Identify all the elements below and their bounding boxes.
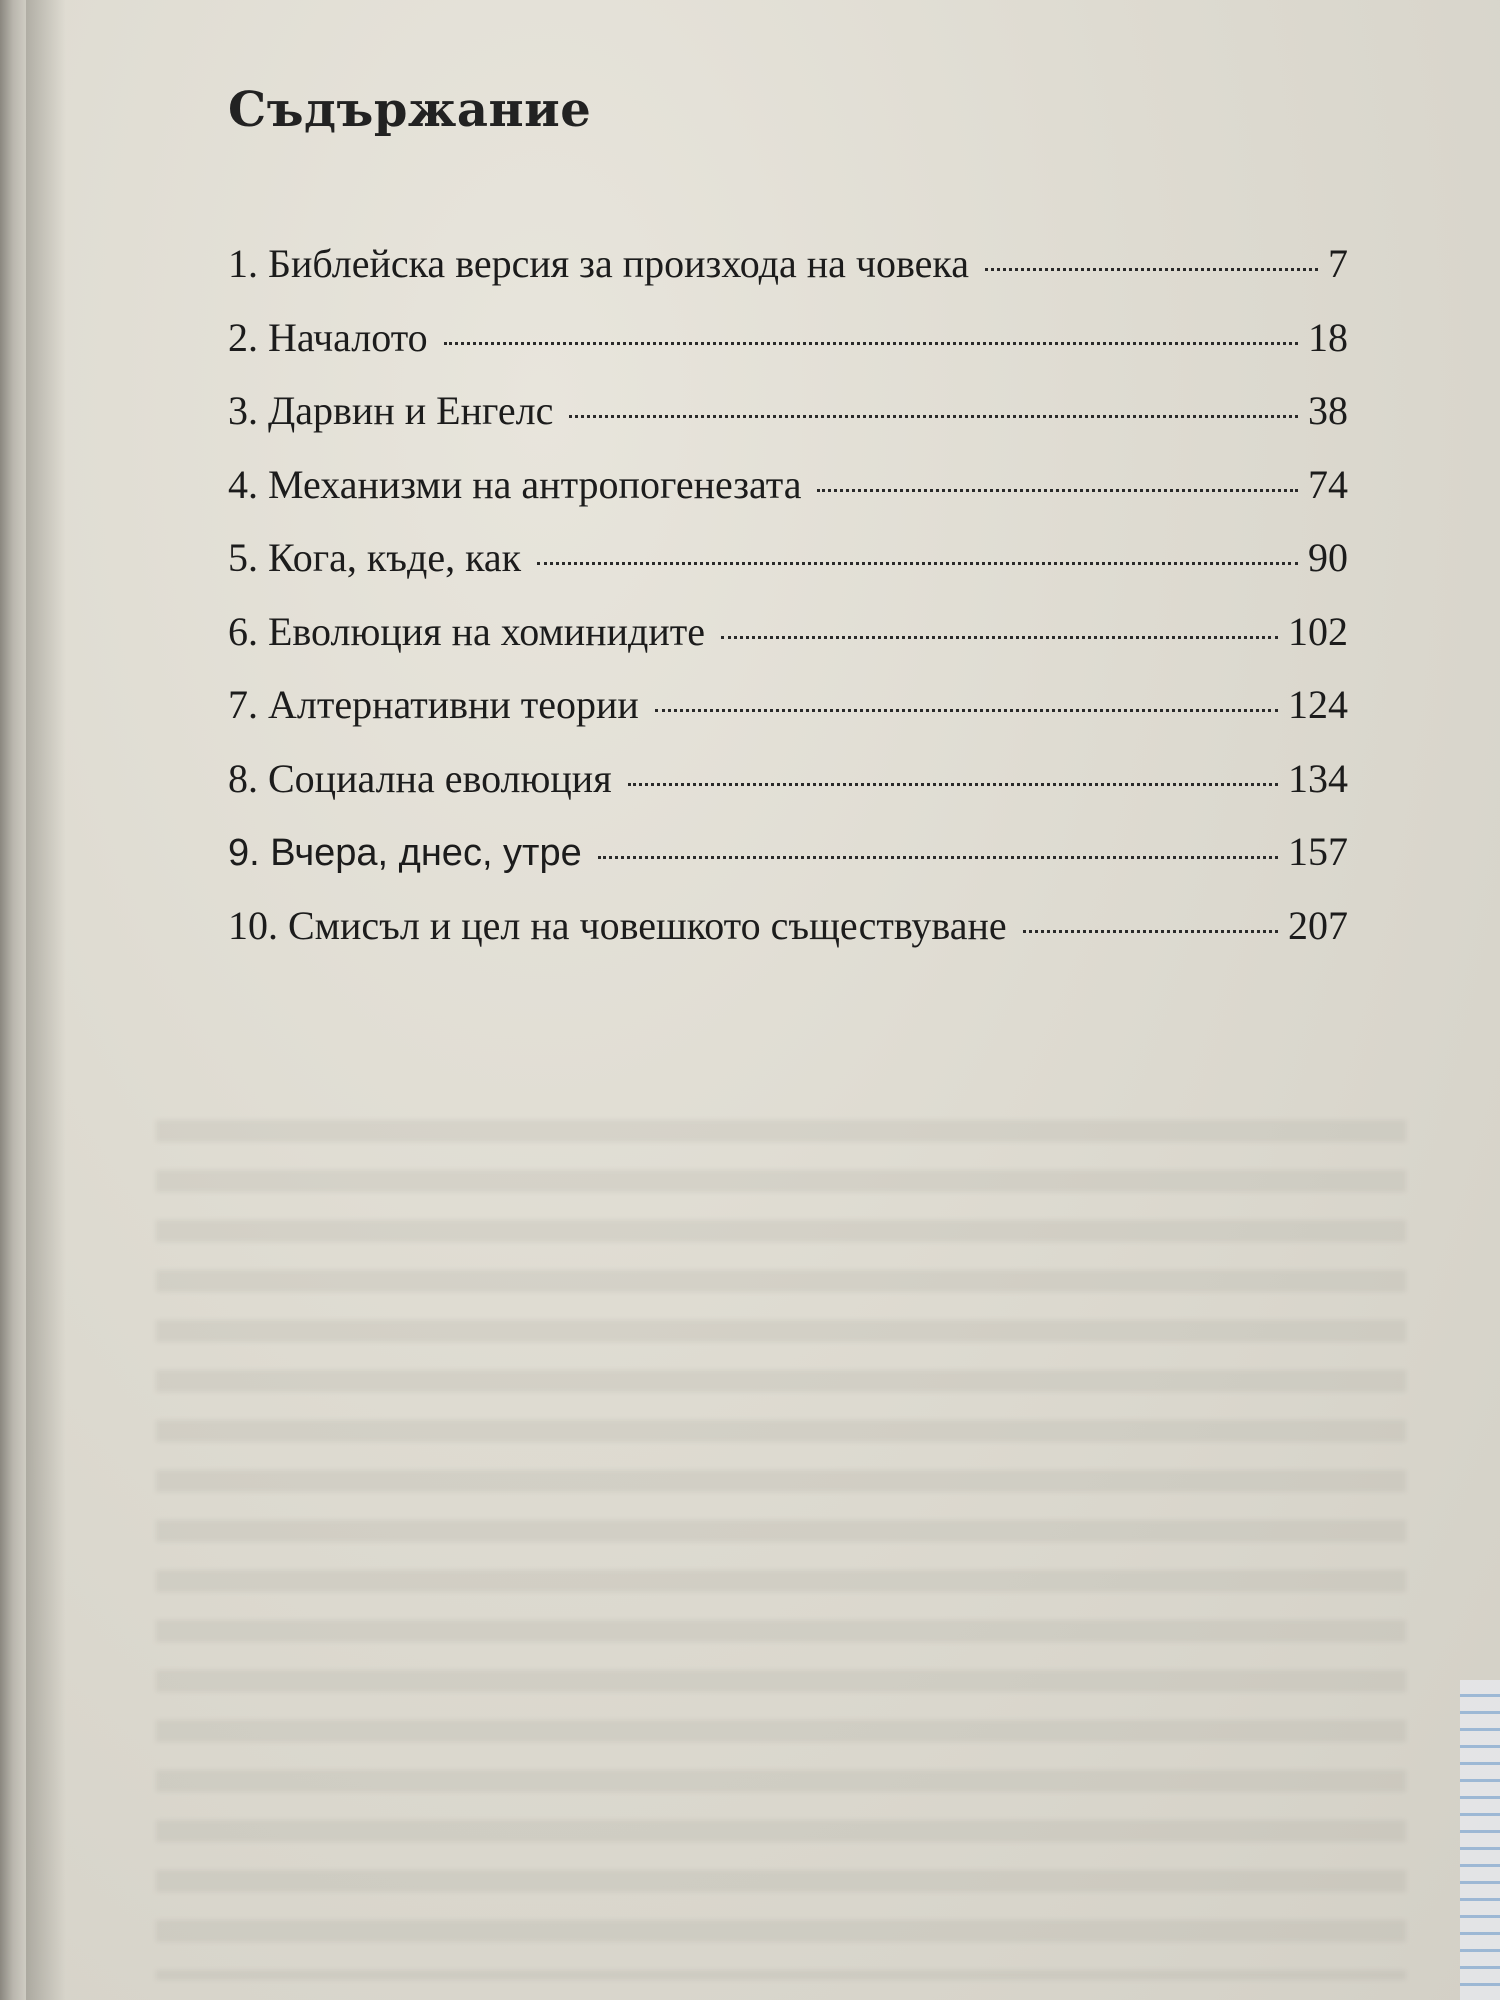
book-binding bbox=[0, 0, 26, 2000]
toc-dot-leader bbox=[444, 342, 1298, 345]
toc-page-number: 7 bbox=[1328, 241, 1348, 286]
toc-entry bbox=[228, 755, 1348, 829]
binding-shadow bbox=[26, 0, 66, 2000]
toc-entry bbox=[228, 314, 1348, 388]
toc-dot-leader bbox=[569, 415, 1298, 418]
toc-entry-label: 7. Алтернативни теории bbox=[228, 682, 639, 727]
toc-entry-label: 2. Началото bbox=[228, 314, 428, 360]
toc-entry-label: 1. Библейска версия за произхода на човека bbox=[228, 241, 970, 286]
toc-dot-leader bbox=[985, 268, 1318, 271]
toc-dot-leader bbox=[721, 636, 1278, 639]
toc-dot-leader bbox=[537, 562, 1298, 565]
toc-entry bbox=[228, 681, 1348, 755]
toc-entry bbox=[228, 240, 1348, 314]
toc-entry bbox=[228, 387, 1348, 461]
toc-page-number: 90 bbox=[1308, 535, 1348, 580]
toc-page-number: 124 bbox=[1288, 682, 1348, 727]
toc-dot-leader bbox=[1023, 930, 1278, 933]
toc-entry-label: 8. Социална еволюция bbox=[228, 755, 612, 801]
toc-entry-label: 5. Кога, къде, как bbox=[228, 535, 522, 580]
toc-entry-label: 6. Еволюция на хоминидите bbox=[228, 608, 705, 654]
toc-dot-leader bbox=[655, 709, 1278, 712]
toc-page-number: 157 bbox=[1288, 829, 1348, 874]
toc-entry bbox=[228, 461, 1348, 535]
toc-entry bbox=[228, 608, 1348, 682]
toc-entry bbox=[228, 828, 1348, 902]
toc-entry-label: 9. Вчера, днес, утре bbox=[228, 832, 582, 874]
toc-page-number: 134 bbox=[1288, 755, 1348, 801]
toc-entry-label: 10. Смисъл и цел на човешкото съществуване bbox=[228, 902, 1007, 948]
notebook-edge bbox=[1460, 1680, 1500, 2000]
page-title: Съдържание bbox=[228, 82, 592, 138]
toc-entry-label: 3. Дарвин и Енгелс bbox=[228, 388, 554, 433]
toc-page-number: 102 bbox=[1288, 608, 1348, 654]
toc-page-number: 74 bbox=[1308, 461, 1348, 507]
toc-dot-leader bbox=[598, 856, 1278, 859]
toc-entry bbox=[228, 534, 1348, 608]
toc-entry bbox=[228, 902, 1348, 976]
toc-dot-leader bbox=[817, 489, 1298, 492]
toc-page-number: 207 bbox=[1288, 902, 1348, 948]
toc-page-number: 38 bbox=[1308, 388, 1348, 433]
toc-entry-label: 4. Механизми на антропогенезата bbox=[228, 461, 802, 507]
toc-dot-leader bbox=[628, 783, 1278, 786]
reverse-side-bleed-through bbox=[156, 1120, 1406, 1980]
toc-page-number: 18 bbox=[1308, 314, 1348, 360]
table-of-contents bbox=[228, 240, 1348, 975]
